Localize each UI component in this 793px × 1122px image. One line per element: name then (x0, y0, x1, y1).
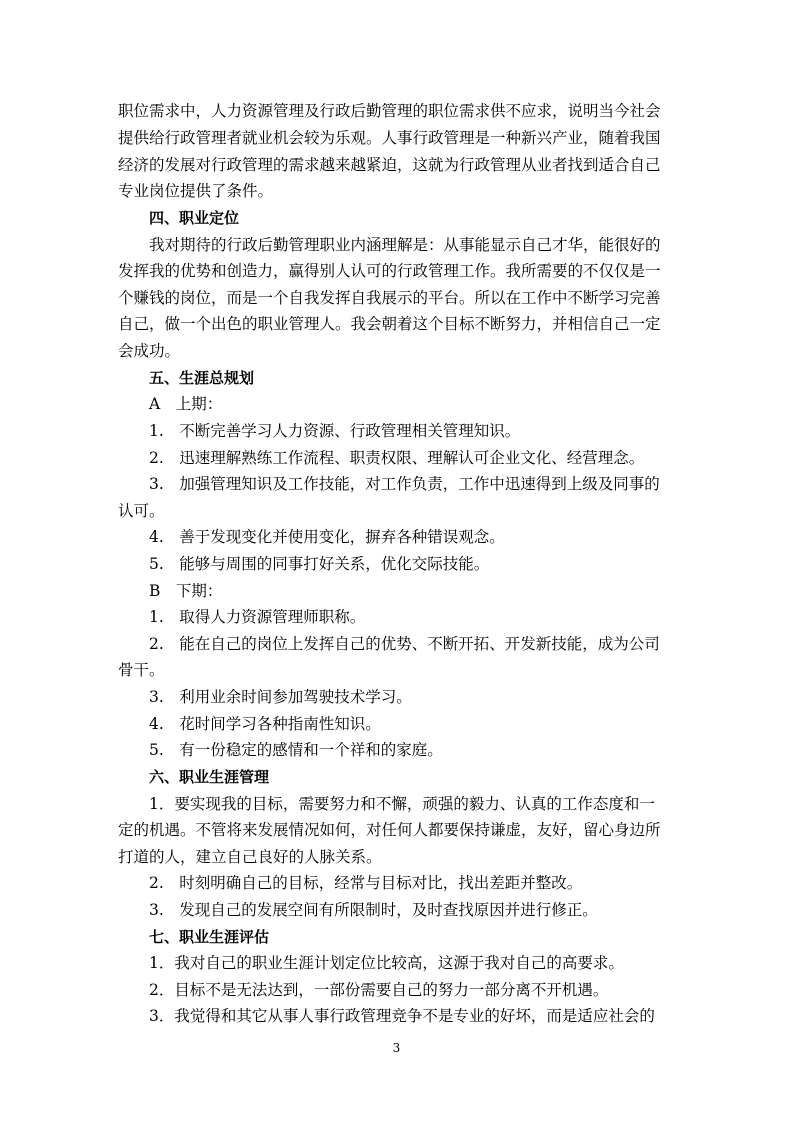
list-item-continuation: 打道的人，建立自己良好的人脉关系。 (118, 848, 382, 866)
list-item: 1. 不断完善学习人力资源、行政管理相关管理知识。 (149, 422, 521, 440)
list-item: 1．我对自己的职业生涯计划定位比较高，这源于我对自己的高要求。 (149, 954, 624, 972)
page-number: 3 (392, 1041, 401, 1055)
body-line: 我对期待的行政后勤管理职业内涵理解是：从事能显示自己才华，能很好的 (149, 236, 661, 254)
list-item: 2. 迅速理解熟练工作流程、职责权限、理解认可企业文化、经营理念。 (149, 449, 645, 467)
body-line: 专业岗位提供了条件。 (118, 182, 274, 200)
list-item: 3. 利用业余时间参加驾驶技术学习。 (149, 688, 412, 706)
body-line: 个赚钱的岗位，而是一个自我发挥自我展示的平台。所以在工作中不断学习完善 (118, 289, 661, 307)
list-item: 2. 时刻明确自己的目标，经常与目标对比，找出差距并整改。 (149, 874, 583, 892)
body-line: 自己，做一个出色的职业管理人。我会朝着这个目标不断努力，并相信自己一定 (118, 315, 661, 333)
list-item: 2．目标不是无法达到，一部份需要自己的努力一部分离不开机遇。 (149, 981, 609, 999)
list-item: 3．我觉得和其它从事人事行政管理竞争不是专业的好坏，而是适应社会的 (149, 1007, 655, 1025)
section-heading-6: 六、职业生涯管理 (149, 768, 270, 786)
list-item: 4. 善于发现变化并使用变化，摒弃各种错误观念。 (149, 528, 505, 546)
body-line: 经济的发展对行政管理的需求越来越紧迫，这就为行政管理从业者找到适合自己 (118, 156, 661, 174)
section-heading-7: 七、职业生涯评估 (149, 928, 270, 946)
list-item: 3. 发现自己的发展空间有所限制时，及时查找原因并进行修正。 (149, 901, 598, 919)
list-item-continuation: 骨干。 (118, 661, 165, 679)
body-line: 职位需求中，人力资源管理及行政后勤管理的职位需求供不应求，说明当今社会 (118, 102, 661, 120)
list-item: 5. 有一份稳定的感情和一个祥和的家庭。 (149, 741, 443, 759)
list-item: 1．要实现我的目标，需要努力和不懈，顽强的毅力、认真的工作态度和一 (149, 795, 655, 813)
body-line: 提供给行政管理者就业机会较为乐观。人事行政管理是一种新兴产业，随着我国 (118, 129, 661, 147)
list-item: 5. 能够与周围的同事打好关系，优化交际技能。 (149, 555, 490, 573)
list-item: 4. 花时间学习各种指南性知识。 (149, 715, 381, 733)
subsection-heading: A 上期： (149, 395, 223, 413)
list-item: 3. 加强管理知识及工作技能，对工作负责，工作中迅速得到上级及同事的 (149, 475, 660, 493)
list-item: 2. 能在自己的岗位上发挥自己的优势、不断开拓、开发新技能，成为公司 (149, 635, 660, 653)
list-item: 1. 取得人力资源管理师职称。 (149, 608, 366, 626)
section-heading-4: 四、职业定位 (149, 209, 240, 227)
section-heading-5: 五、生涯总规划 (149, 369, 255, 387)
list-item-continuation: 认可。 (118, 502, 165, 520)
list-item-continuation: 定的机遇。不管将来发展情况如何，对任何人都要保持谦虚，友好，留心身边所 (118, 821, 661, 839)
body-line: 发挥我的优势和创造力，赢得别人认可的行政管理工作。我所需要的不仅仅是一 (118, 262, 661, 280)
body-line: 会成功。 (118, 342, 181, 360)
subsection-heading: B 下期： (149, 582, 223, 600)
